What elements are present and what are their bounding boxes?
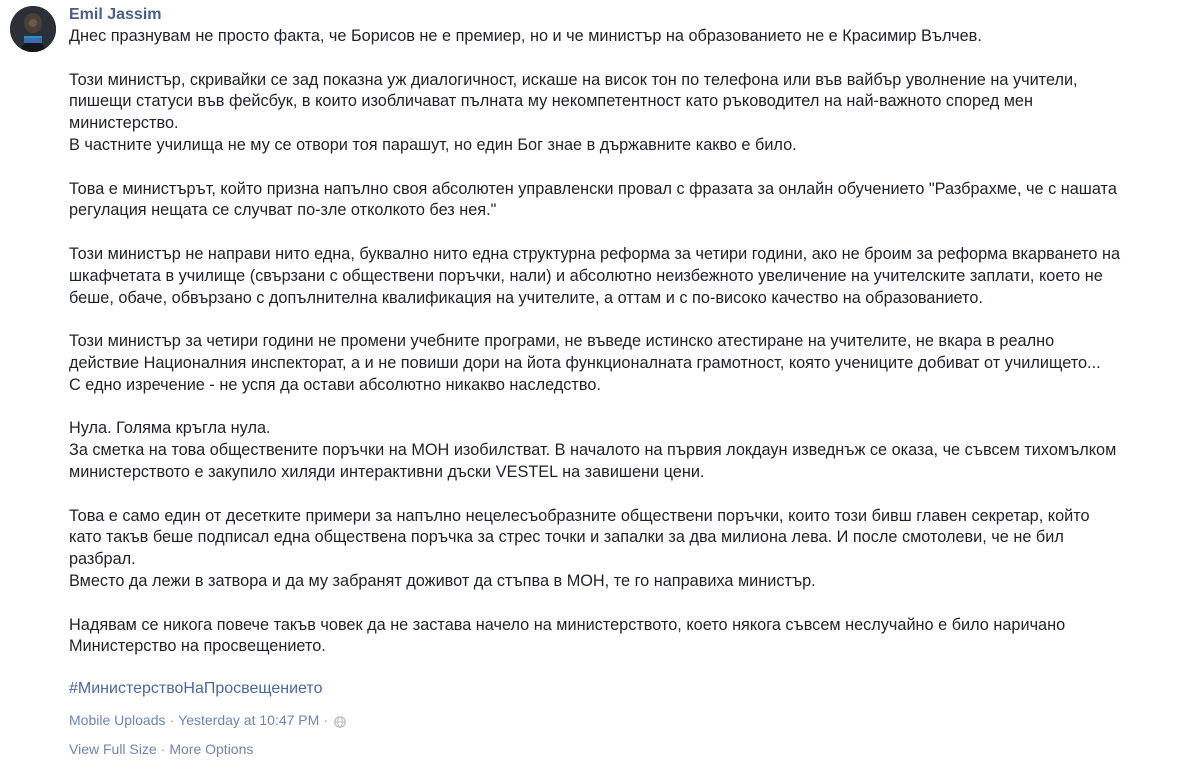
post-paragraph [69, 331, 1187, 396]
post-text-line: Това е министърът, който призна напълно своя абсолютен управленски провал с фразата за онлайн обучението "Разбрахме, че с нашата [69, 179, 1117, 198]
post-text-line: За сметка на това обществените поръчки на МОН изобилстват. В началото на първия локдаун изведнъж се оказа, че съвсем тихомълком [69, 441, 1117, 460]
author-name[interactable]: Emil Jassim [69, 6, 162, 23]
view-full-size-link[interactable]: View Full Size [69, 741, 157, 757]
post-paragraph [69, 26, 1187, 48]
more-options-link[interactable]: More Options [169, 741, 254, 757]
post-text-line: действие Националния инспекторат, а и не повиши дори на йота функционалната грамотност, която учениците добиват от училището... [69, 353, 1101, 372]
post-text-line: Това е само един от десетките примери за напълно нецелесъобразните обществени поръчки, които този бивш главен секретар, който [69, 506, 1090, 525]
post-paragraph [69, 70, 1187, 157]
photo-actions [69, 740, 253, 758]
separator-dot: · [323, 712, 328, 728]
post-text-line: Нула. Голяма кръгла нула. [69, 419, 271, 438]
post-text-line: като такъв беше подписал една обществена поръчка за стрес точки и запалки за два милиона лева. И после смотолеви, че не бил [69, 528, 1064, 547]
separator-dot: · [160, 741, 166, 757]
post-text-line: Днес празнувам не просто факта, че Борисов не е премиер, но и че министър на образованието не е Красимир Вълчев. [69, 27, 982, 45]
post-text-line: разбрал. [69, 550, 136, 569]
avatar[interactable] [10, 6, 56, 52]
post-text-line: Министерство на просвещението. [69, 637, 326, 656]
post-text-line: пишещи статуси във фейсбук, в които изобличават пълната му некомпетентност като ръководител на най-важното според мен [69, 92, 1033, 111]
post-text-line: министерство. [69, 114, 179, 133]
post-text-line: Вместо да лежи в затвора и да му забранят доживот да стъпва в МОН, те го направиха министър. [69, 571, 816, 590]
post-text-line: Този министър за четири години не промени учебните програми, не въведе истинско атестиране на учителите, не вкара в реално [69, 332, 1055, 351]
post-text-line: министерството е закупило хиляди интерактивни дъски VESTEL на завишени цени. [69, 462, 705, 481]
post-text-line: В частните училища не му се отвори тоя парашут, но един Бог знае в държавните какво е било. [69, 135, 797, 154]
post-meta [69, 711, 346, 729]
post-paragraph [69, 615, 1187, 659]
hashtag-link[interactable]: #МинистерствоНаПросвещението [69, 680, 323, 697]
post-text-line: Надявам се никога повече такъв човек да не застава начело на министерството, което някога съвсем неслучайно е било наричано [69, 615, 1066, 634]
post-text-line: С едно изречение - не успя да остави абсолютно никакво наследство. [69, 375, 601, 394]
post-paragraph [69, 179, 1187, 223]
avatar-image [10, 6, 56, 52]
post-paragraph [69, 418, 1187, 483]
timestamp-link[interactable]: Yesterday at 10:47 PM [178, 712, 320, 728]
post-paragraph [69, 244, 1187, 309]
globe-icon[interactable] [334, 714, 346, 726]
separator-dot: · [169, 712, 175, 728]
post-text-line: Този министър не направи нито една, буквално нито една структурна реформа за четири години, ако не броим за реформа вкарването на [69, 244, 1121, 263]
album-link[interactable]: Mobile Uploads [69, 712, 166, 728]
post-text-line: шкафчетата в училище (свързани с обществени поръчки, нали) и абсолютно неизбежното увеличение на учителските заплати, което не [69, 266, 1103, 285]
post-paragraph [69, 506, 1187, 593]
post-body [69, 26, 1187, 680]
post-text-line: беше, обаче, обвързано с допълнителна квалификация на учителите, а оттам и с по-високо качество на образованието. [69, 288, 983, 307]
post-text-line: Този министър, скривайки се зад показна уж диалогичност, искаше на висок тон по телефона или във вайбър уволнение на учители, [69, 70, 1078, 89]
post-text-line: регулация нещата се случват по-зле отколкото без нея." [69, 201, 497, 220]
